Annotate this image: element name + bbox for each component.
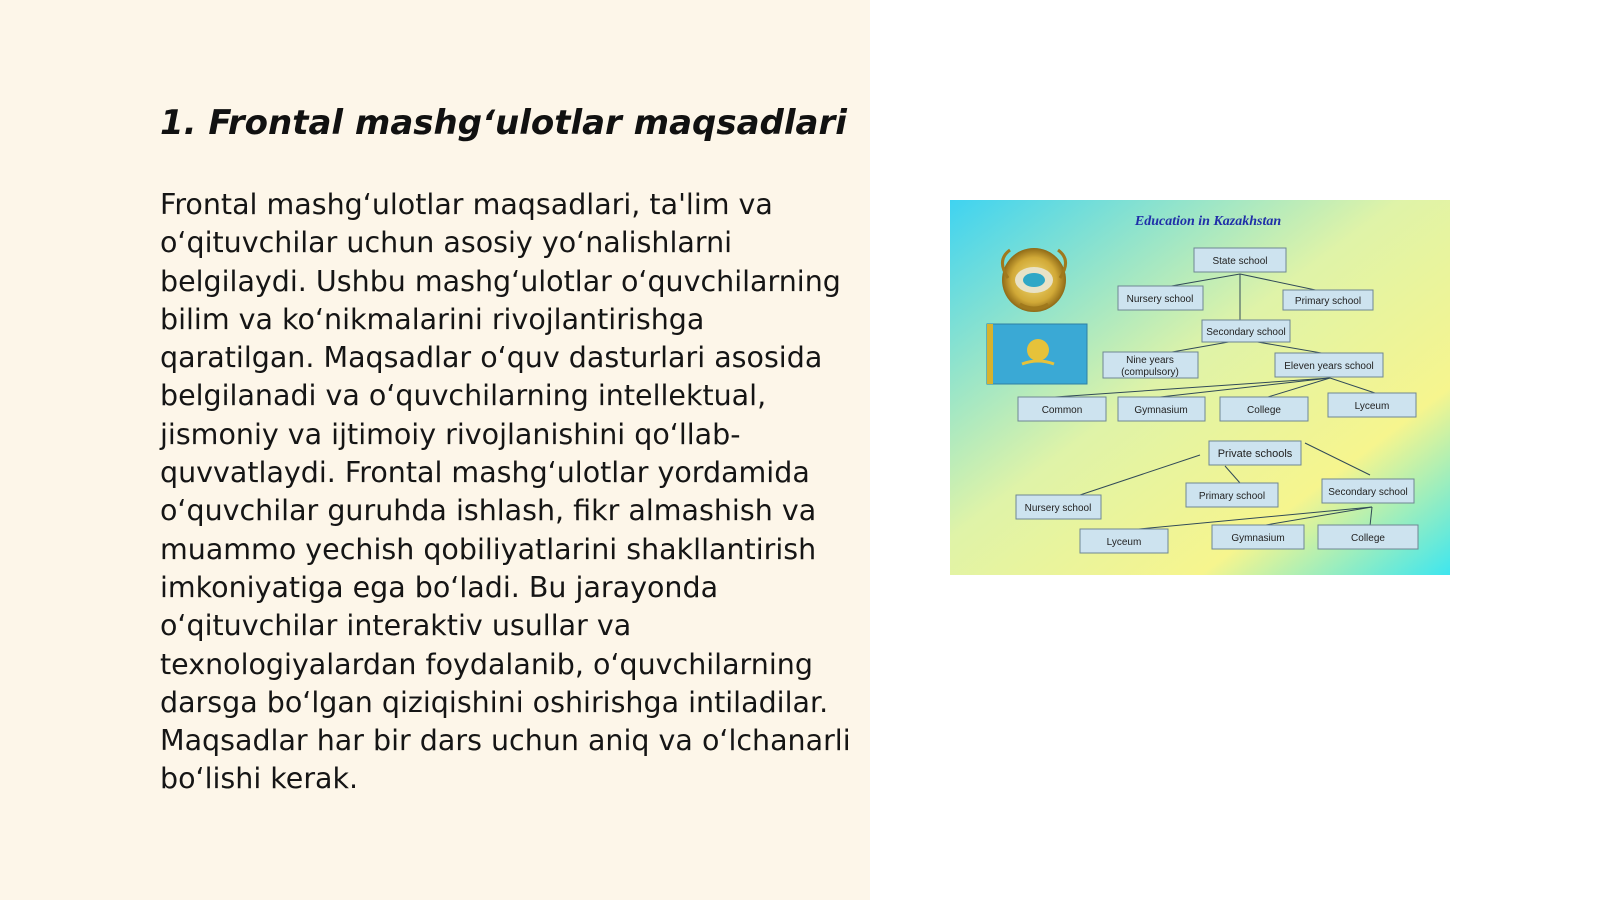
slide-title: 1. Frontal mashg‘ulotlar maqsadlari (160, 103, 847, 143)
box-eleven-years-school-label: Eleven years school (1284, 361, 1374, 372)
kazakhstan-emblem-icon (1002, 248, 1066, 312)
box-college (1220, 397, 1308, 421)
box-private-nursery-school-label: Nursery school (1024, 503, 1092, 514)
box-private-gymnasium-label: Gymnasium (1231, 533, 1285, 544)
box-nine-years (1103, 352, 1198, 378)
box-private-secondary-school (1322, 479, 1414, 503)
box-gymnasium (1118, 397, 1205, 421)
box-eleven-years-school (1275, 353, 1383, 377)
diagram-title: Education in Kazakhstan (1134, 214, 1282, 229)
education-diagram (950, 200, 1450, 575)
box-nine-years-label-1: Nine years (1126, 355, 1174, 366)
box-private-college-label: College (1351, 533, 1385, 544)
box-lyceum (1328, 393, 1416, 417)
box-private-lyceum (1080, 529, 1168, 553)
box-state-school-label: State school (1212, 256, 1268, 267)
box-state-school (1194, 248, 1286, 272)
box-nursery-school-label: Nursery school (1126, 294, 1194, 305)
box-primary-school-label: Primary school (1294, 296, 1362, 307)
box-secondary-school-label: Secondary school (1206, 327, 1286, 338)
box-private-secondary-school-label: Secondary school (1328, 487, 1408, 498)
box-private-gymnasium (1212, 525, 1304, 549)
box-secondary-school (1202, 320, 1290, 342)
box-nursery-school (1118, 286, 1203, 310)
box-gymnasium-label: Gymnasium (1134, 405, 1188, 416)
box-primary-school (1283, 290, 1373, 310)
kazakhstan-flag-icon (987, 324, 1087, 384)
box-private-primary-school (1186, 483, 1278, 507)
box-private-college (1318, 525, 1418, 549)
box-private-schools (1209, 441, 1301, 465)
box-college-label: College (1247, 405, 1281, 416)
box-common (1018, 397, 1106, 421)
box-lyceum-label: Lyceum (1354, 401, 1390, 412)
box-private-nursery-school (1016, 495, 1101, 519)
box-common-label: Common (1041, 405, 1083, 416)
box-private-schools-label: Private schools (1217, 448, 1293, 460)
slide-body-text: Frontal mashg‘ulotlar maqsadlari, ta'lim va o‘qituvchilar uchun asosiy yo‘nalishlarni belgilaydi. Ushbu mashg‘ulotlar o‘quvchilarning bilim va ko‘nikmalarini rivojlantirishga qaratilgan. Maqsadlar o‘quv dasturlari asosida belgilanadi va o‘quvchilarning intellektual, jismoniy va ijtimoiy rivojlanishini qo‘llab-quvvatlaydi. Frontal mashg‘ulotlar yordamida o‘quvchilar guruhda ishlash, fikr almashish va muammo yechish qobiliyatlarini shakllantirish imkoniyatiga ega bo‘ladi. Bu jarayonda o‘qituvchilar interaktiv usullar va texnologiyalardan foydalanib, o‘quvchilarning darsga bo‘lgan qiziqishini oshirishga intiladilar. Maqsadlar har bir dars uchun aniq va o‘lchanarli bo‘lishi kerak. (160, 188, 851, 796)
box-private-lyceum-label: Lyceum (1106, 537, 1142, 548)
box-nine-years-label-2: (compulsory) (1121, 367, 1179, 378)
box-private-primary-school-label: Primary school (1198, 491, 1266, 502)
